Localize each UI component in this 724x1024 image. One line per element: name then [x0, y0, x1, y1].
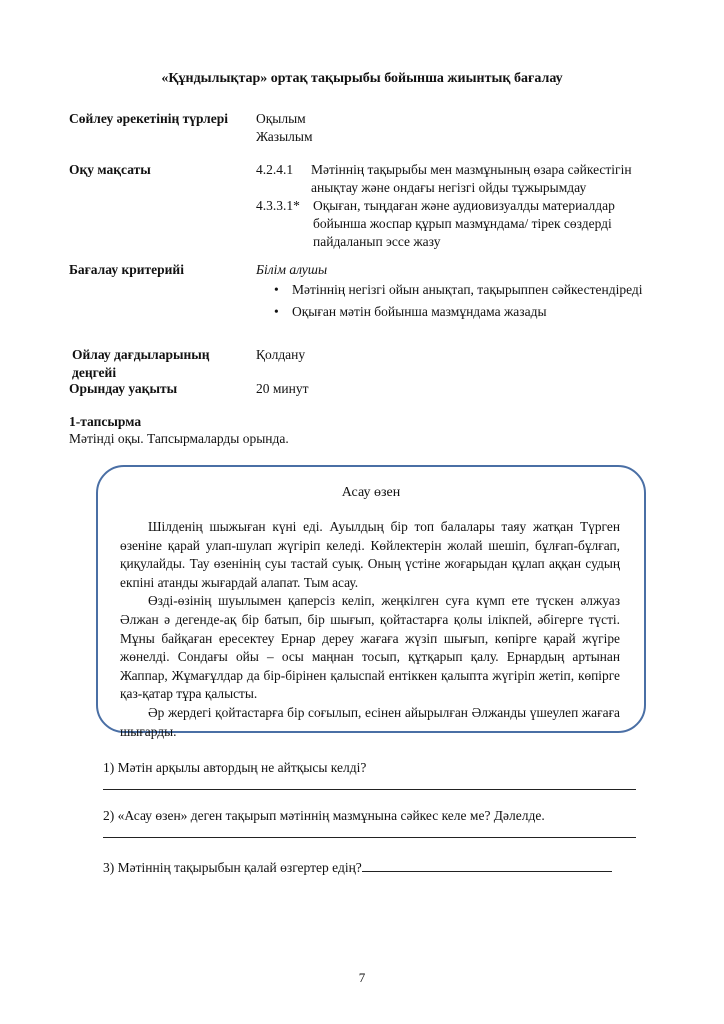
objective-item [256, 161, 666, 197]
time-label: Орындау уақыты [69, 381, 178, 396]
criteria-list [256, 281, 656, 321]
question-1: 1) Мәтін арқылы автордың не айтқысы келді? [103, 760, 367, 775]
question-3-row [103, 857, 612, 876]
criteria-item: • Мәтіннің негізгі ойын анықтап, тақырыппен сәйкестендіреді [292, 281, 656, 299]
task-instruction: Мәтінді оқы. Тапсырмаларды орында. [69, 431, 289, 446]
question-3: 3) Мәтіннің тақырыбын қалай өзгертер едің? [103, 860, 362, 875]
time-value: 20 минут [256, 381, 309, 396]
objective-text: Оқыған, тыңдаған және аудиовизуалды материалдар бойынша жоспар құрып мазмұндама/ тірек сөздерді пайдаланып эссе жазу [313, 198, 615, 249]
criteria-subtitle: Білім алушы [256, 262, 328, 277]
answer-line-2[interactable] [103, 837, 636, 838]
thinking-value: Қолдану [256, 347, 306, 362]
answer-line-3[interactable] [362, 857, 612, 872]
reading-paragraph: Әр жердегі қойтастарға бір соғылып, есінен айырылған Әлжанды үшеулеп жағаға шығарды. [120, 704, 620, 739]
reading-text-body [120, 518, 620, 741]
page-title: «Құндылықтар» ортақ тақырыбы бойынша жиынтық бағалау [161, 71, 563, 86]
speech-types-values [256, 110, 656, 146]
question-2: 2) «Асау өзен» деген тақырып мәтіннің мазмұнына сәйкес келе ме? Дәлелде. [103, 808, 545, 823]
reading-paragraph: Өзді-өзінің шуылымен қаперсіз келіп, жеңкілген суға күмп ете түскен әлжуаз Әлжан ә дегенде-ақ бір батып, бір шығып, қойтастарға қолы ілікпей, әбігерге түсті. Мұны байқаған ересектеу Ернар дереу жағаға жүзіп шығып, көпірге қарай жүгіре жөнелді. Сондағы ойы – осы маңнан тосып, құтқарып қалу. Ернардың артынан Жаппар, Жұмағұлдар да бір-бірінен қалыспай ентіккен қалыпта жүгіріп жетіп, көпірге қаз-қатар тұра қалысты. [120, 593, 620, 702]
speech-type-writing: Жазылым [256, 129, 313, 144]
criteria-content [256, 261, 656, 325]
objectives-list [256, 161, 666, 251]
page-number: 7 [358, 970, 366, 985]
thinking-label: Ойлау дағдыларының деңгейі [72, 347, 210, 380]
speech-type-reading: Оқылым [256, 111, 306, 126]
reading-text-title: Асау өзен [341, 485, 401, 500]
criteria-label: Бағалау критерийі [69, 262, 184, 277]
objective-code: 4.2.4.1 [256, 162, 294, 177]
speech-types-label: Сөйлеу әрекетінің түрлері [69, 111, 229, 126]
task-title: 1-тапсырма [69, 414, 142, 429]
answer-line-1[interactable] [103, 789, 636, 790]
criteria-item: • Оқыған мәтін бойынша мазмұндама жазады [292, 303, 656, 321]
objective-item [256, 197, 666, 251]
reading-text-box [96, 465, 646, 739]
objective-code: 4.3.3.1* [256, 198, 300, 213]
objectives-label: Оқу мақсаты [69, 162, 151, 177]
reading-paragraph: Шілденің шыжыған күні еді. Ауылдың бір топ балалары таяу жатқан Түрген өзеніне қарай улап-шулап жүгіріп келеді. Көйлектерін жолай шешіп, бұлғап-бұлғап, қиқулайды. Тау өзенінің суы тастай суық. Оның үстіне жоғарыдан құлап аққан судың екпіні атанды жығардай алапат. Тым асау. [120, 519, 620, 590]
objective-text: Мәтіннің тақырыбы мен мазмұнының өзара сәйкестігін анықтау және ондағы негізгі ойды тұжырымдау [311, 162, 632, 195]
